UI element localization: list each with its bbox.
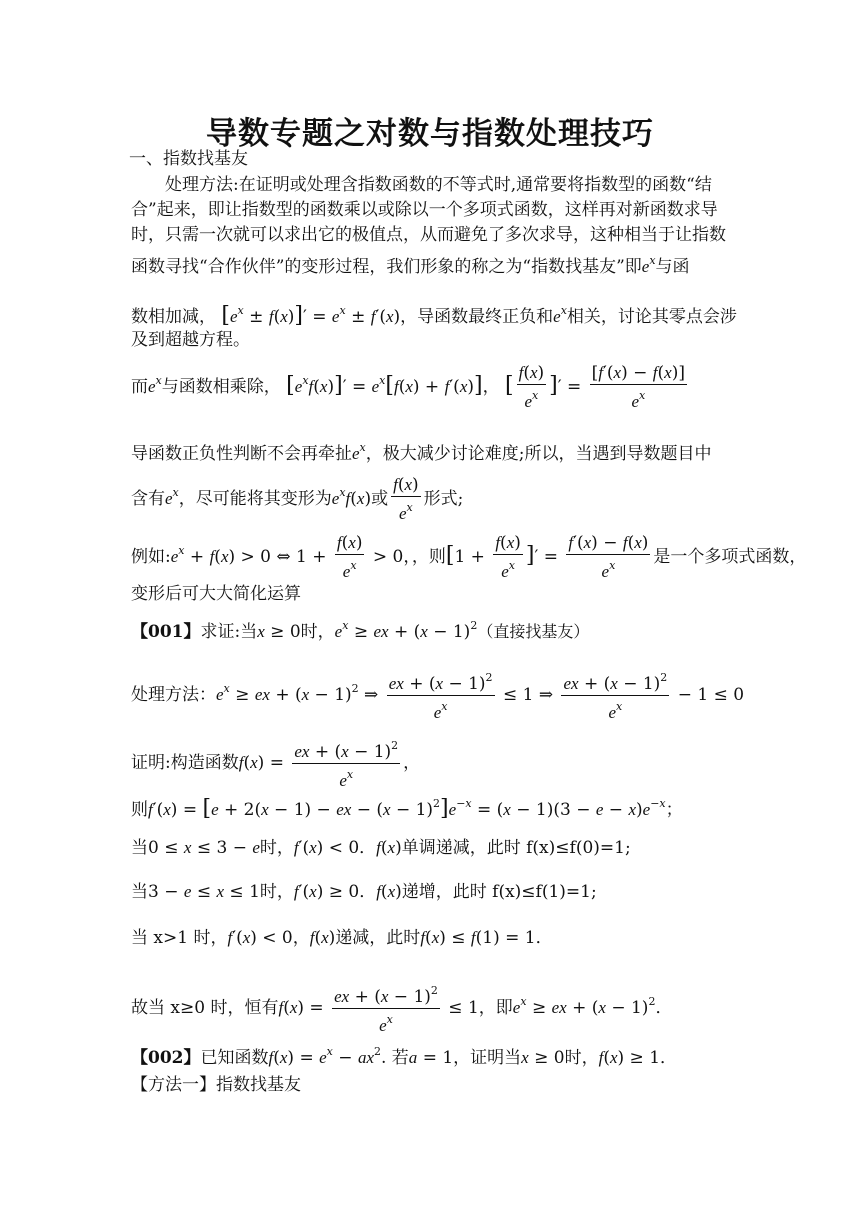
text-span: 例如: <box>131 547 171 567</box>
formula-line: 而$e^x$与函数相乘除， $[e^xf(x)]' = e^x[f(x) + f'(x)]$， [ $\frac{f(x)}{e^x}$ ]′ = $\frac{[f'(x) - f(x)]}{e^x}$ <box>131 363 685 411</box>
text-span: 含有 <box>131 489 165 509</box>
text-span: 则 <box>131 800 148 820</box>
text-span: 时， <box>300 622 335 642</box>
text-span: 递增，此时 f(x)≤f(1)=1; <box>401 882 597 902</box>
example-001-statement: 【001】求证:当x ≥ 0时，$e^x$ ≥ ex + $(x - 1)^2$（直接找基友） <box>131 619 590 642</box>
section-heading: 一、指数找基友 <box>129 149 248 169</box>
conclusion-line: 故当 x≥0 时，恒有f(x) = $\frac{ex + (x - 1)^2}{e^x}$ ≤ 1，即$e^x$ ≥ ex + $(x - 1)^2$． <box>131 980 741 1037</box>
paragraph-line: 处理方法:在证明或处理含指数函数的不等式时,通常要将指数型的函数“结 <box>165 175 712 195</box>
paragraph-line: 变形后可大大简化运算 <box>131 584 301 604</box>
text-span: 而 <box>131 377 148 397</box>
text-span: 当 x>1 时， <box>131 928 228 948</box>
paragraph-line: 及到超越方程。 <box>131 330 250 350</box>
text-span: . 若 <box>380 1048 409 1068</box>
text-span: ，导函数最终正负和 <box>400 307 554 327</box>
text-span: 单调递减，此时 f(x)≤f(0)=1; <box>401 838 631 858</box>
text-span: 数相加减， <box>131 307 216 327</box>
formula-line: 则f′(x) = [e + 2(x − 1) − ex − $(x - 1)^2]e^{-x} = (x - 1)(3 - e - x)e^{-x}$； <box>131 796 683 821</box>
text-span: 时， <box>259 838 294 858</box>
case-line: 当3 − e ≤ x ≤ 1时，f′(x) ≥ 0．f(x)递增，此时 f(x)≤f(1)=1; <box>131 882 597 902</box>
text-span: 时， <box>564 1048 599 1068</box>
formula-line: 处理方法：$e^x$ ≥ ex + $(x - 1)^2$ ⇒ $\frac{ex + (x - 1)^2}{e^x}$ ≤ 1 ⇒ $\frac{ex + (x - 1)^2}{e^x}$ − 1 ≤ 0 <box>131 667 741 724</box>
method-heading: 【方法一】指数找基友 <box>131 1075 301 1095</box>
text-span: ，则 <box>411 547 446 567</box>
text-span: 是一个多项式函数， <box>653 547 807 567</box>
paragraph-line: 合”起来，即让指数型的函数乘以或除以一个多项式函数，这样再对新函数求导 <box>131 200 718 220</box>
example-002-statement: 【002】已知函数$f(x) = e^x - ax^2$. 若a = 1，证明当x ≥ 0时，f(x) ≥ 1． <box>131 1045 678 1068</box>
paragraph-line: 函数寻找“合作伙伴”的变形过程，我们形象的称之为“指数找基友”即$e^x$与函 <box>131 254 690 277</box>
text-span: 证明:构造函数 <box>131 753 239 773</box>
text-span: 导函数正负性判断不会再牵扯 <box>131 444 352 464</box>
text-span: ，即 <box>478 998 513 1018</box>
case-line: 当 x>1 时，f′(x) < 0，f(x)递减，此时f(x) ≤ f(1) = 1． <box>131 928 553 948</box>
text-span: ，证明当 <box>453 1048 522 1068</box>
text-span: ，极大减少讨论难度;所以，当遇到导数题目中 <box>365 444 712 464</box>
note: （直接找基友） <box>477 622 590 641</box>
paragraph-line: 时，只需一次就可以求出它的极值点，从而避免了多次求导，这种相当于让指数 <box>131 225 726 245</box>
example-tag: 【001】 <box>131 622 201 642</box>
formula-line: 证明:构造函数f(x) = $\frac{ex + (x - 1)^2}{e^x}$ ， <box>131 735 741 792</box>
text-span: 当 <box>131 882 148 902</box>
text-span: 当 <box>131 838 148 858</box>
text-span: 与函数相乘除， <box>161 377 281 397</box>
text-span: ，尽可能将其变形为 <box>178 489 332 509</box>
paragraph-line: 含有$e^x$，尽可能将其变形为$e^xf(x)$或 $\frac{f(x)}{e^x}$ 形式; <box>131 475 464 523</box>
formula-line: 例如$:e^x + f(x) > 0$ ⇔ 1 + $\frac{f(x)}{e^x}$ > 0，，则[1 + $\frac{f(x)}{e^x}$ ]′ = $\frac{f'(x) - f(x)}{e^x}$ 是一个多项式函数， <box>131 533 807 581</box>
text-span: 递减，此时 <box>335 928 421 948</box>
text-span: 求证:当 <box>200 622 258 642</box>
text-span: 已知函数 <box>200 1048 269 1068</box>
case-line: 当0 ≤ x ≤ 3 − e时，f′(x) < 0．f(x)单调递减，此时 f(x)≤f(0)=1; <box>131 838 631 858</box>
paragraph-line: 数相加减， $[e^x \pm f(x)]' = e^x \pm f'(x)$，导函数最终正负和$e^x$相关，讨论其零点会涉 <box>131 303 737 328</box>
paragraph-line: 导函数正负性判断不会再牵扯$e^x$，极大减少讨论难度;所以，当遇到导数题目中 <box>131 441 712 464</box>
text-span: 或 <box>371 489 389 509</box>
text-span: 相关，讨论其零点会涉 <box>566 307 737 327</box>
text-span: 与函 <box>655 257 690 277</box>
text-span: 形式; <box>423 489 464 509</box>
text-span: 函数寻找“合作伙伴”的变形过程，我们形象的称之为“指数找基友”即 <box>131 257 642 277</box>
text-span: 处理方法： <box>131 685 216 705</box>
text-span: 时， <box>259 882 294 902</box>
example-tag: 【002】 <box>131 1048 201 1068</box>
page-title: 导数专题之对数与指数处理技巧 <box>206 116 654 152</box>
text-span: 故当 x≥0 时，恒有 <box>131 998 279 1018</box>
